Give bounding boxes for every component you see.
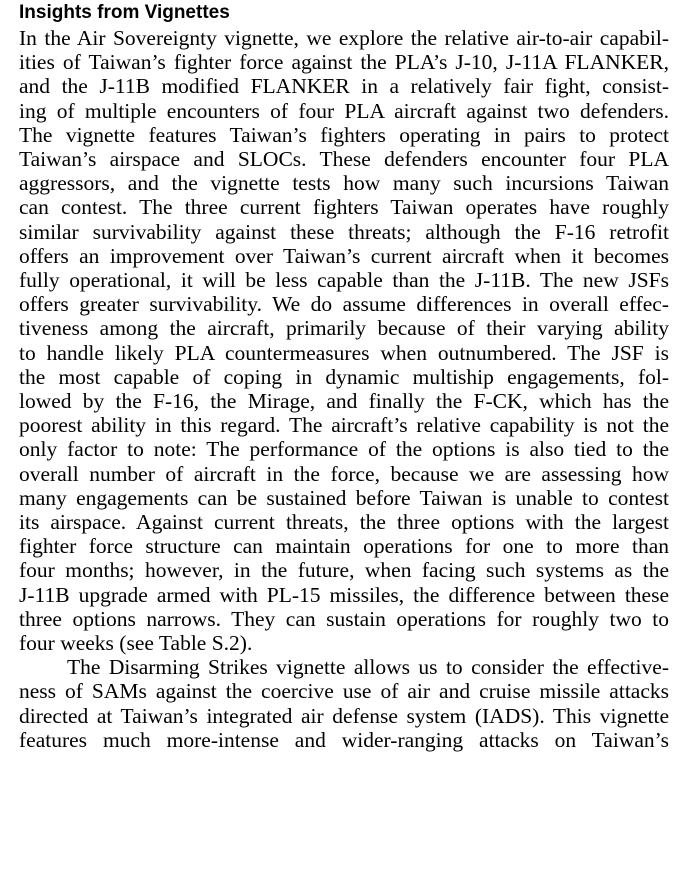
text-line: can contest. The three current fighters Taiwan operates have roughly [19,195,669,220]
text-line: similar survivability against these threats; although the F-16 retrofit [19,219,669,244]
text-line: three options narrows. They can sustain operations for roughly two to [19,606,669,631]
section-heading: Insights from Vignettes [19,2,230,23]
paragraph-disarming-strikes [19,655,669,752]
text-line: overall number of aircraft in the force, because we are assessing how [19,461,669,486]
text-line: four weeks (see Table S.2). [19,631,253,656]
document-page [19,0,669,752]
text-line: directed at Taiwan’s integrated air defense system (IADS). This vignette [19,703,669,728]
text-line: In the Air Sovereignty vignette, we explore the relative air-to-air capabil- [19,26,669,50]
text-line: its airspace. Against current threats, the three options with the largest [19,510,669,535]
text-line: to handle likely PLA countermeasures when outnumbered. The JSF is [19,340,669,365]
text-line: features much more-intense and wider-ranging attacks on Taiwan’s [19,727,669,752]
text-line: Taiwan’s airspace and SLOCs. These defenders encounter four PLA [19,147,669,172]
text-line: tiveness among the aircraft, primarily because of their varying ability [19,316,669,341]
text-line: offers greater survivability. We do assume differences in overall effec- [19,292,669,317]
text-line: ities of Taiwan’s fighter force against the PLA’s J-10, J-11A FLANKER, [19,50,669,75]
paragraph-air-sovereignty [19,26,669,655]
text-line: fighter force structure can maintain operations for one to more than [19,534,669,559]
text-line: and the J-11B modified FLANKER in a relatively fair fight, consist- [19,74,669,99]
text-line: The Disarming Strikes vignette allows us to consider the effective- [67,655,669,680]
text-line: ness of SAMs against the coercive use of air and cruise missile attacks [19,679,669,704]
text-line: many engagements can be sustained before Taiwan is unable to contest [19,485,669,510]
text-line: The vignette features Taiwan’s fighters operating in pairs to protect [19,122,669,147]
text-line: lowed by the F-16, the Mirage, and finally the F-CK, which has the [19,389,669,414]
text-line: ing of multiple encounters of four PLA aircraft against two defenders. [19,98,669,123]
text-line: the most capable of coping in dynamic multiship engagements, fol- [19,364,669,389]
text-line: fully operational, it will be less capable than the J-11B. The new JSFs [19,268,669,293]
text-line: J-11B upgrade armed with PL-15 missiles, the difference between these [19,582,669,607]
text-line: only factor to note: The performance of the options is also tied to the [19,437,669,462]
text-line: offers an improvement over Taiwan’s current aircraft when it becomes [19,243,669,268]
text-line: aggressors, and the vignette tests how many such incursions Taiwan [19,171,669,196]
text-line: four months; however, in the future, when facing such systems as the [19,558,669,583]
text-line: poorest ability in this regard. The aircraft’s relative capability is not the [19,413,669,438]
